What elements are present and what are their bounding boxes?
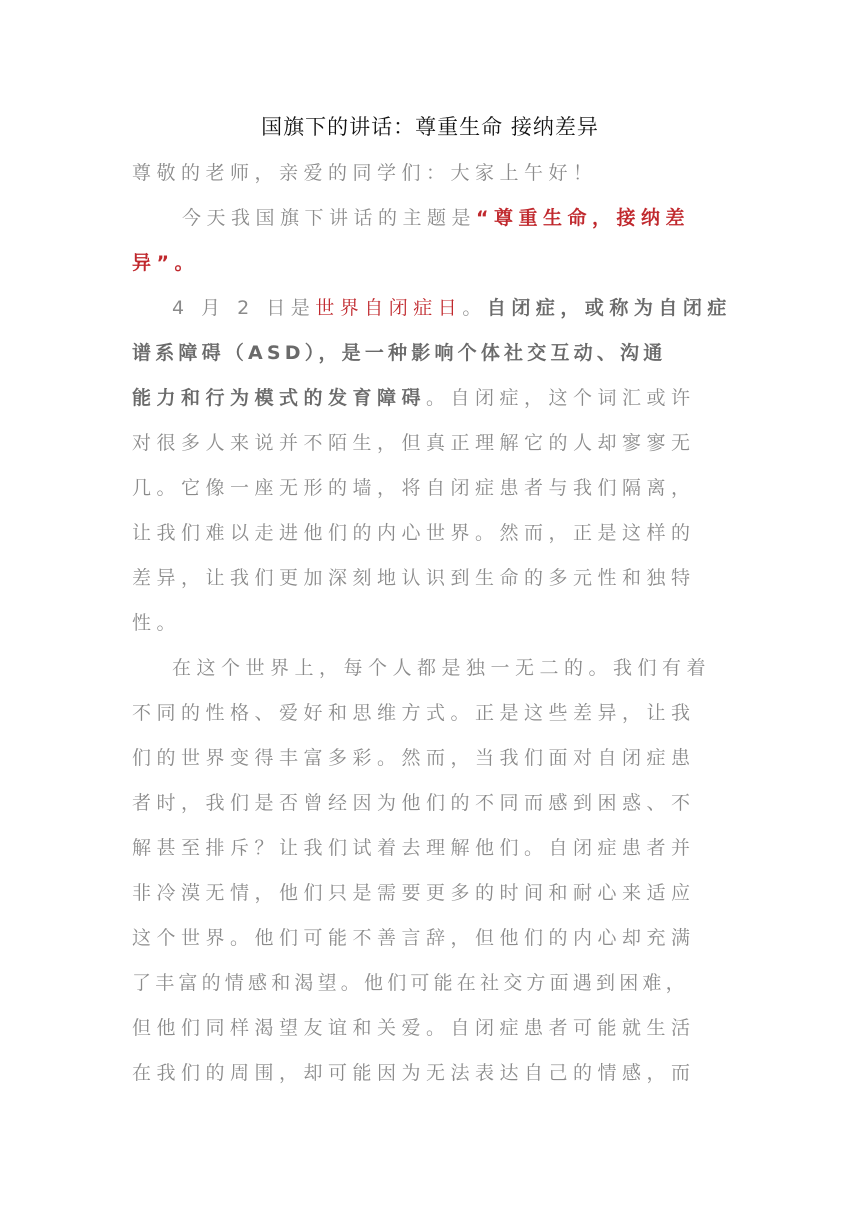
- paragraph-3-line-3: 们的世界变得丰富多彩。然而，当我们面对自闭症患: [132, 747, 696, 769]
- paragraph-3-line-4: 者时，我们是否曾经因为他们的不同而感到困惑、不: [132, 792, 696, 814]
- paragraph-1-line-1: [182, 203, 782, 233]
- paragraph-2-line-2: 谱系障碍（ASD），是一种影响个体社交互动、沟通: [132, 342, 667, 364]
- theme-quote-part-2: 异”。: [132, 252, 199, 274]
- paragraph-2-line-4: 对很多人来说并不陌生，但真正理解它的人却寥寥无: [132, 432, 696, 454]
- paragraph-2-line-7: 差异，让我们更加深刻地认识到生命的多元性和独特: [132, 567, 696, 589]
- paragraph-2-line-3: [132, 383, 732, 413]
- definition-start: 自闭症，或称为自闭症: [486, 297, 732, 319]
- paragraph-3-line-1: 在这个世界上，每个人都是独一无二的。我们有着: [172, 657, 712, 679]
- paragraph-2-line-6: 让我们难以走进他们的内心世界。然而，正是这样的: [132, 522, 696, 544]
- paragraph-3-line-9: 但他们同样渴望友谊和关爱。自闭症患者可能就生活: [132, 1017, 696, 1039]
- paragraph-1-line-2: [132, 248, 732, 278]
- autism-day-highlight: 世界自闭症日: [315, 297, 463, 319]
- paragraph-3-line-5: 解甚至排斥？让我们试着去理解他们。自闭症患者并: [132, 837, 696, 859]
- theme-quote-part-1: “尊重生命，接纳差: [476, 207, 691, 229]
- date-text: 4 月 2 日是: [172, 297, 316, 319]
- paragraph-3-line-10: 在我们的周围，却可能因为无法表达自己的情感，而: [132, 1062, 696, 1084]
- page-title: 国旗下的讲话：尊重生命 接纳差异: [261, 115, 599, 139]
- paragraph-3-line-7: 这个世界。他们可能不善言辞，但他们的内心却充满: [132, 927, 696, 949]
- paragraph-3-line-6: 非冷漠无情，他们只是需要更多的时间和耐心来适应: [132, 882, 696, 904]
- paragraph-3-line-2: 不同的性格、爱好和思维方式。正是这些差异，让我: [132, 702, 696, 724]
- definition-end: 能力和行为模式的发育障碍: [132, 387, 427, 409]
- paragraph-2-line-3-rest: 。自闭症，这个词汇或许: [426, 387, 696, 409]
- greeting-line: 尊敬的老师，亲爱的同学们：大家上午好！: [132, 162, 598, 184]
- paragraph-3-line-8: 了丰富的情感和渴望。他们可能在社交方面遇到困难，: [132, 972, 689, 994]
- paragraph-2-line-8: 性。: [132, 612, 182, 634]
- paragraph-2-line-5: 几。它像一座无形的墙，将自闭症患者与我们隔离，: [132, 477, 696, 499]
- paragraph-1-prefix: 今天我国旗下讲话的主题是: [182, 207, 477, 229]
- paragraph-2-line-1: [172, 293, 772, 323]
- period-mark: 。: [462, 297, 487, 319]
